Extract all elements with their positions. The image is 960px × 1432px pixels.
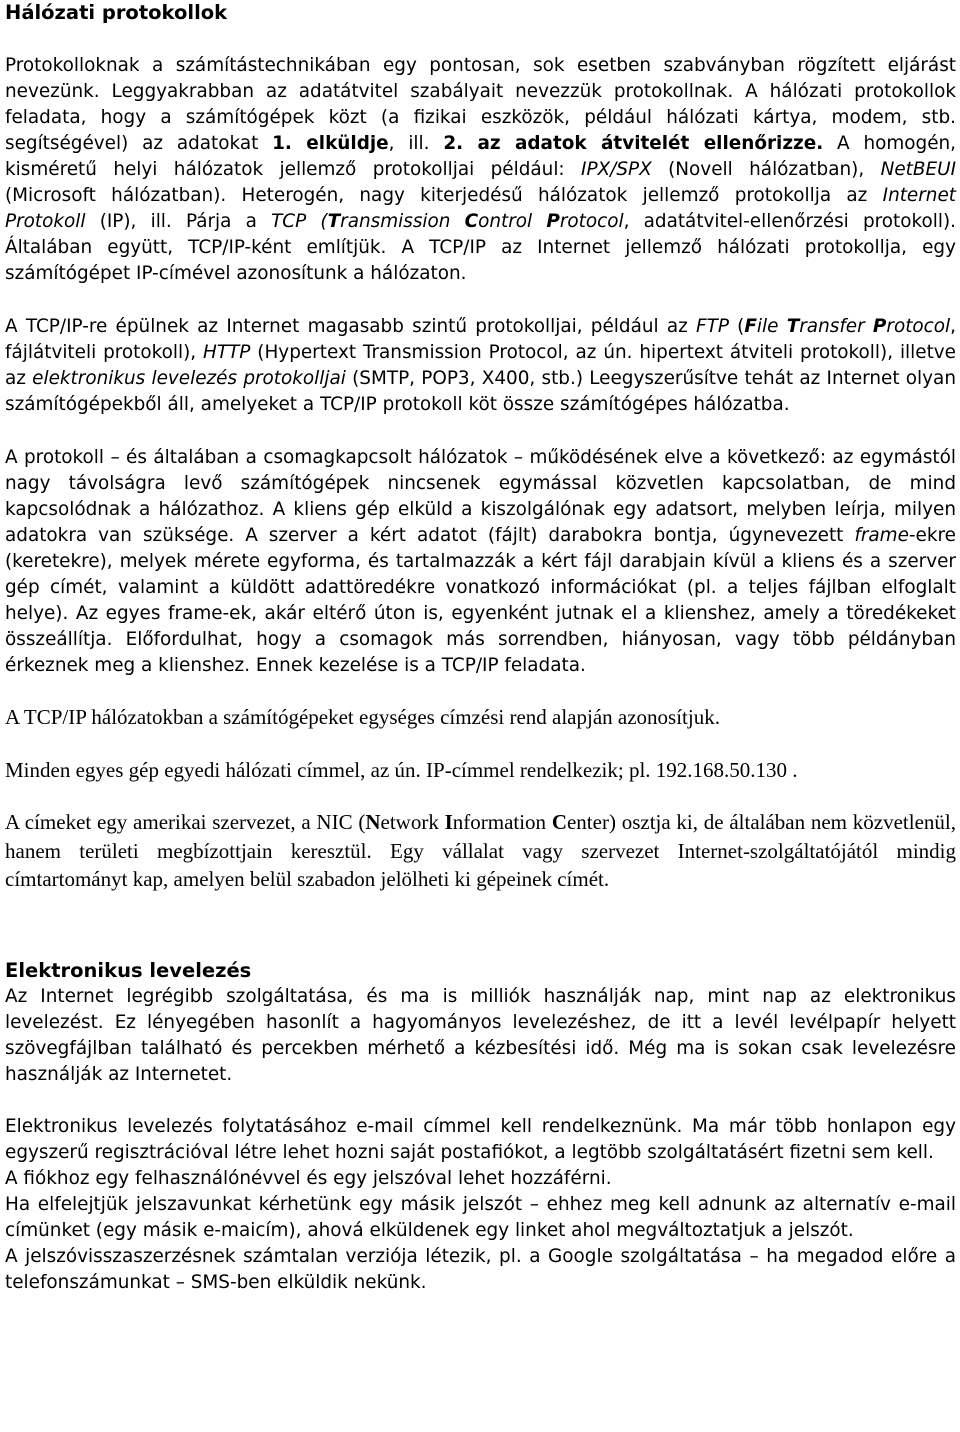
italic-run: FTP [696, 316, 729, 337]
paragraph-packet-switching [5, 445, 956, 679]
italic-run: ransfer [799, 316, 873, 337]
bold-italic-run: T [327, 211, 341, 232]
paragraph-higher-protocols [5, 314, 956, 418]
italic-run: rotocol [559, 211, 624, 232]
text-run: A TCP/IP-re épülnek az Internet magasabb szintű protokolljai, például az [5, 316, 697, 337]
italic-run: IPX/SPX [581, 159, 652, 180]
paragraph-email-account: Elektronikus levelezés folytatásához e-mail címmel kell rendelkeznünk. Ma már több honlapon egy egyszerű regisztrációval létre lehet hozni saját postafiókot, a legtöbb szolgáltatásért fizetni sem kell. [5, 1115, 956, 1163]
italic-run: Internet Protokoll [5, 185, 956, 232]
italic-run: rotocol [886, 316, 951, 337]
paragraph-password-reset: Ha elfelejtjük jelszavunkat kérhetünk egy másik jelszót – ehhez meg kell adnunk az alternatív e-mail címünket (egy másik e-maicím), ahová elküldenek egy linket ahol megváltoztatjuk a jelszót. [5, 1193, 956, 1241]
text-run: (Hypertext Transmission Protocol, az ún. hipertext átviteli protokoll), illetve az [5, 342, 956, 389]
text-run: ( [728, 316, 745, 337]
italic-run: frame [854, 525, 909, 546]
text-run: (IP), ill. Párja a [85, 211, 272, 232]
paragraph-nic [5, 808, 956, 894]
italic-run: ile [756, 316, 787, 337]
bold-run: I [444, 810, 453, 835]
italic-run: ransmission [340, 211, 465, 232]
paragraph-protocols-intro [5, 53, 956, 287]
italic-run: elektronikus levelezés protokolljai [32, 368, 346, 389]
text-run: , fájlátviteli protokoll), [5, 316, 956, 363]
paragraph-email-intro: Az Internet legrégibb szolgáltatása, és ma is milliók használják nap, mint nap az elektronikus levelezést. Ez lényegében hasonlít a hagyományos levelezéshez, de itt a levél levélpapír helyett szövegfájlban található és percekben mérhető a kézbesítési idő. Még ma is sokan csak levelezésre használják az Internetet. [5, 985, 956, 1085]
text-run: (Microsoft hálózatban). Heterogén, nagy kiterjedésű hálózatok jellemző protokollja az [5, 185, 883, 206]
bold-run: C [551, 810, 567, 835]
paragraph-email-access: A fiókhoz egy felhasználónévvel és egy jelszóval lehet hozzáférni. [5, 1167, 612, 1189]
paragraph-password-recovery: A jelszóvisszaszerzésnek számtalan verziója létezik, pl. a Google szolgáltatása – ha megadod előre a telefonszámunkat – SMS-ben elküldik nekünk. [5, 1245, 956, 1293]
text-run: etwork [380, 810, 445, 835]
text-run: , ill. [388, 133, 444, 154]
italic-run: NetBEUI [880, 159, 956, 180]
bold-italic-run: F [744, 316, 757, 337]
bold-run: 1. elküldje [272, 133, 389, 154]
paragraph-ip-address: Minden egyes gép egyedi hálózati címmel, az ún. IP-címmel rendelkezik; pl. 192.168.50.130 . [5, 757, 798, 782]
text-run: (SMTP, POP3, X400, stb.) Leegyszerűsítve tehát az Internet olyan számítógépekből áll, amelyeket a TCP/IP protokoll köt össze számítógépes hálózatba. [5, 368, 956, 415]
bold-italic-run: P [872, 316, 887, 337]
bold-italic-run: P [546, 211, 560, 232]
paragraph-addressing: A TCP/IP hálózatokban a számítógépeket egységes címzési rend alapján azonosítjuk. [5, 705, 720, 729]
text-run: (Novell hálózatban), [651, 159, 881, 180]
section-title-email: Elektronikus levelezés [5, 958, 252, 982]
italic-run: TCP ( [271, 211, 328, 232]
text-run: Protokolloknak a számítástechnikában egy pontosan, sok esetben szabványban rögzített eljárást nevezünk. Leggyakrabban az adatátvitel szabályait nevezzük protokollnak. A hálózati protokollok feladata, hogy a számítógépek közt (a fizikai eszközök, például hálózati kártya, modem, stb. segítségével) az adatokat [5, 55, 956, 154]
italic-run: ontrol [478, 211, 547, 232]
bold-italic-run: C [464, 211, 479, 232]
bold-run: N [365, 810, 381, 835]
text-run: nformation [452, 810, 552, 835]
text-run: -ekre (keretekre), melyek mérete egyforma, és tartalmazzák a kért fájl darabjain kívül a kliens és a szerver gép címét, valamint a küldött adattöredékre vonatkozó információkat (pl. a teljes fájlban elfoglalt helye). Az egyes frame-ek, akár eltérő úton is, egyenként jutnak el a klienshez, amely a töredékeket összeállítja. Előfordulhat, hogy a csomagok más sorrendben, hiányosan, vagy több példányban érkeznek meg a klienshez. Ennek kezelése is a TCP/IP feladata. [5, 525, 956, 676]
text-run: A protokoll – és általában a csomagkapcsolt hálózatok – működésének elve a következő: az egymástól nagy távolságra levő számítógépek nincsenek egymással közvetlen kapcsolatban, de mind kapcsolódnak a hálózathoz. A kliens gép elküld a kiszolgálónak egy adatsort, melyben leírja, milyen adatokra van szüksége. A szerver a kért adatot (fájlt) darabokra bontja, úgynevezett [5, 447, 956, 546]
text-run: A címeket egy amerikai szervezet, a NIC ( [5, 810, 366, 835]
bold-italic-run: T [786, 316, 800, 337]
text-run: enter) osztja ki, de általában nem közvetlenül, hanem területi megbízottjain keresztül. Egy vállalat vagy szervezet Internet-szolgáltatójától mindig címtartományt kap, amelyen belül szabadon jelölheti ki gépeinek címét. [5, 810, 956, 892]
text-run: , adatátvitel-ellenőrzési protokoll). Általában együtt, TCP/IP-ként említjük. A TCP/IP az Internet jellemző hálózati protokollja, egy számítógépet IP-címével azonosítunk a hálózaton. [5, 211, 956, 284]
italic-run: HTTP [203, 342, 251, 363]
section-title-protocols: Hálózati protokollok [5, 1, 228, 24]
bold-run: 2. az adatok átvitelét ellenőrizze. [443, 133, 824, 154]
text-run: A homogén, kisméretű helyi hálózatok jellemző protokolljai például: [5, 133, 957, 180]
